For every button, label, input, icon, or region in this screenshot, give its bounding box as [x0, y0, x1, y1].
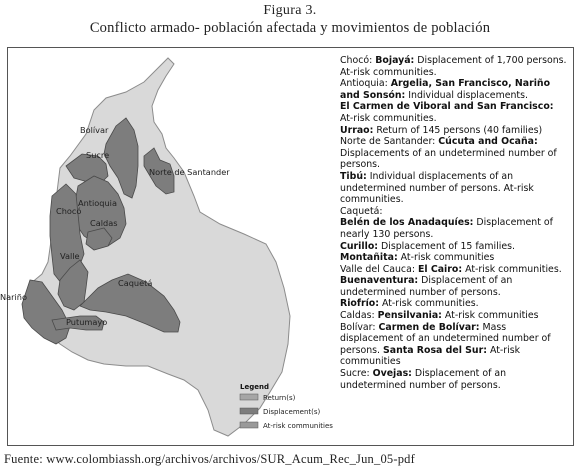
description-entry — [340, 298, 568, 310]
figure-title: Conflicto armado- población afectada y movimientos de población — [89, 20, 491, 36]
description-entry — [340, 275, 568, 298]
place-name: Bojayá: — [375, 55, 415, 66]
description-text: Displacement of an undetermined number of persons. — [340, 368, 507, 391]
label-putumayo: Putumayo — [66, 317, 108, 327]
legend-swatch-displacement — [240, 408, 258, 414]
place-name: Curillo: — [340, 240, 379, 252]
place-name: Urrao: — [340, 124, 374, 136]
description-text: At-risk communities — [441, 310, 539, 322]
description-text: Norte de Santander: — [340, 136, 439, 148]
figure-source: Fuente: www.colombiassh.org/archivos/archivos/SUR_Acum_Rec_Jun_05-pdf — [4, 452, 415, 466]
description-text: At-risk communities. — [378, 298, 479, 310]
label-bolivar: Bolívar — [80, 125, 109, 135]
description-text: Valle del Cauca: — [340, 263, 418, 275]
description-entry — [340, 101, 568, 124]
legend-label-return: Return(s) — [263, 394, 296, 402]
description-text: At-risk communities. — [340, 112, 437, 124]
label-caldas: Caldas — [90, 218, 118, 228]
description-entry — [340, 241, 568, 253]
label-antioquia: Antioquia — [78, 198, 117, 208]
place-name: El Cairo: — [417, 263, 463, 275]
place-name: Cúcuta and Ocaña: — [438, 136, 538, 148]
description-text: Displacement of an undetermined number of persons. — [340, 275, 513, 298]
description-entry — [340, 310, 568, 322]
description-entry — [340, 252, 568, 264]
description-text: Individual displacements. — [405, 89, 528, 101]
place-name: Riofrío: — [340, 298, 379, 310]
description-text: Bolívar: — [340, 321, 379, 333]
legend-label-at-risk: At-risk communities — [263, 422, 333, 430]
figure-number: Figura 3. — [263, 3, 317, 18]
description-text: Displacement of 1,700 persons. At-risk communities. — [340, 55, 567, 78]
description-entry — [340, 322, 568, 368]
place-name: Montañita: — [340, 252, 398, 264]
description-text: Sucre: — [340, 368, 373, 380]
label-caqueta: Caquetá — [118, 278, 153, 288]
description-text: At-risk communities. — [462, 263, 562, 275]
colombia-map — [0, 48, 338, 444]
place-name: Santa Rosa del Sur: — [382, 344, 487, 356]
label-valle: Valle — [60, 251, 80, 261]
description-entry — [340, 264, 568, 276]
description-text: Individual displacements of an undetermined number of persons. At-risk communities. — [340, 170, 534, 206]
description-text: Displacements of an undetermined number of persons. — [340, 147, 557, 171]
description-entry — [340, 125, 568, 137]
description-entry — [340, 78, 568, 101]
description-entry — [340, 206, 568, 218]
label-norte-santander: Norte de Santander — [149, 167, 230, 177]
description-entry — [340, 55, 568, 78]
description-text: At-risk communities — [340, 344, 521, 368]
description-text: Antioquia: — [340, 78, 391, 90]
description-entry — [340, 217, 568, 240]
place-name: El Carmen de Viboral and San Francisco: — [340, 101, 554, 113]
description-text: Displacement of nearly 130 persons. — [340, 217, 553, 240]
label-narino: Nariño — [0, 292, 27, 302]
description-text: Displacement of 15 families. — [378, 240, 515, 252]
description-text: At-risk communities — [397, 252, 495, 264]
place-name: Carmen de Bolívar: — [378, 321, 480, 333]
description-entry — [340, 171, 568, 206]
description-panel — [340, 55, 568, 391]
legend-swatch-at-risk — [240, 422, 258, 428]
description-entry — [340, 136, 568, 171]
description-text: Mass displacement of an undetermined number of persons. — [340, 321, 551, 356]
legend-swatch-return — [240, 394, 258, 400]
description-text: Caldas: — [340, 310, 378, 322]
description-text: Return of 145 persons (40 families) — [373, 124, 543, 136]
place-name: Tibú: — [340, 170, 367, 182]
description-text: Caquetá: — [340, 205, 383, 217]
place-name: Ovejas: — [372, 368, 412, 380]
place-name: Belén de los Anadaquíes: — [340, 217, 474, 229]
place-name: Argelia, San Francisco, Nariño and Sonsón: — [340, 78, 551, 101]
label-choco: Chocó — [56, 206, 82, 216]
place-name: Buenaventura: — [340, 275, 419, 287]
description-text: Chocó: — [340, 55, 376, 66]
legend-title: Legend — [240, 383, 269, 391]
description-entry — [340, 368, 568, 391]
label-sucre: Sucre — [86, 150, 110, 160]
legend-label-displacement: Displacement(s) — [263, 408, 321, 416]
place-name: Pensilvania: — [377, 310, 442, 322]
